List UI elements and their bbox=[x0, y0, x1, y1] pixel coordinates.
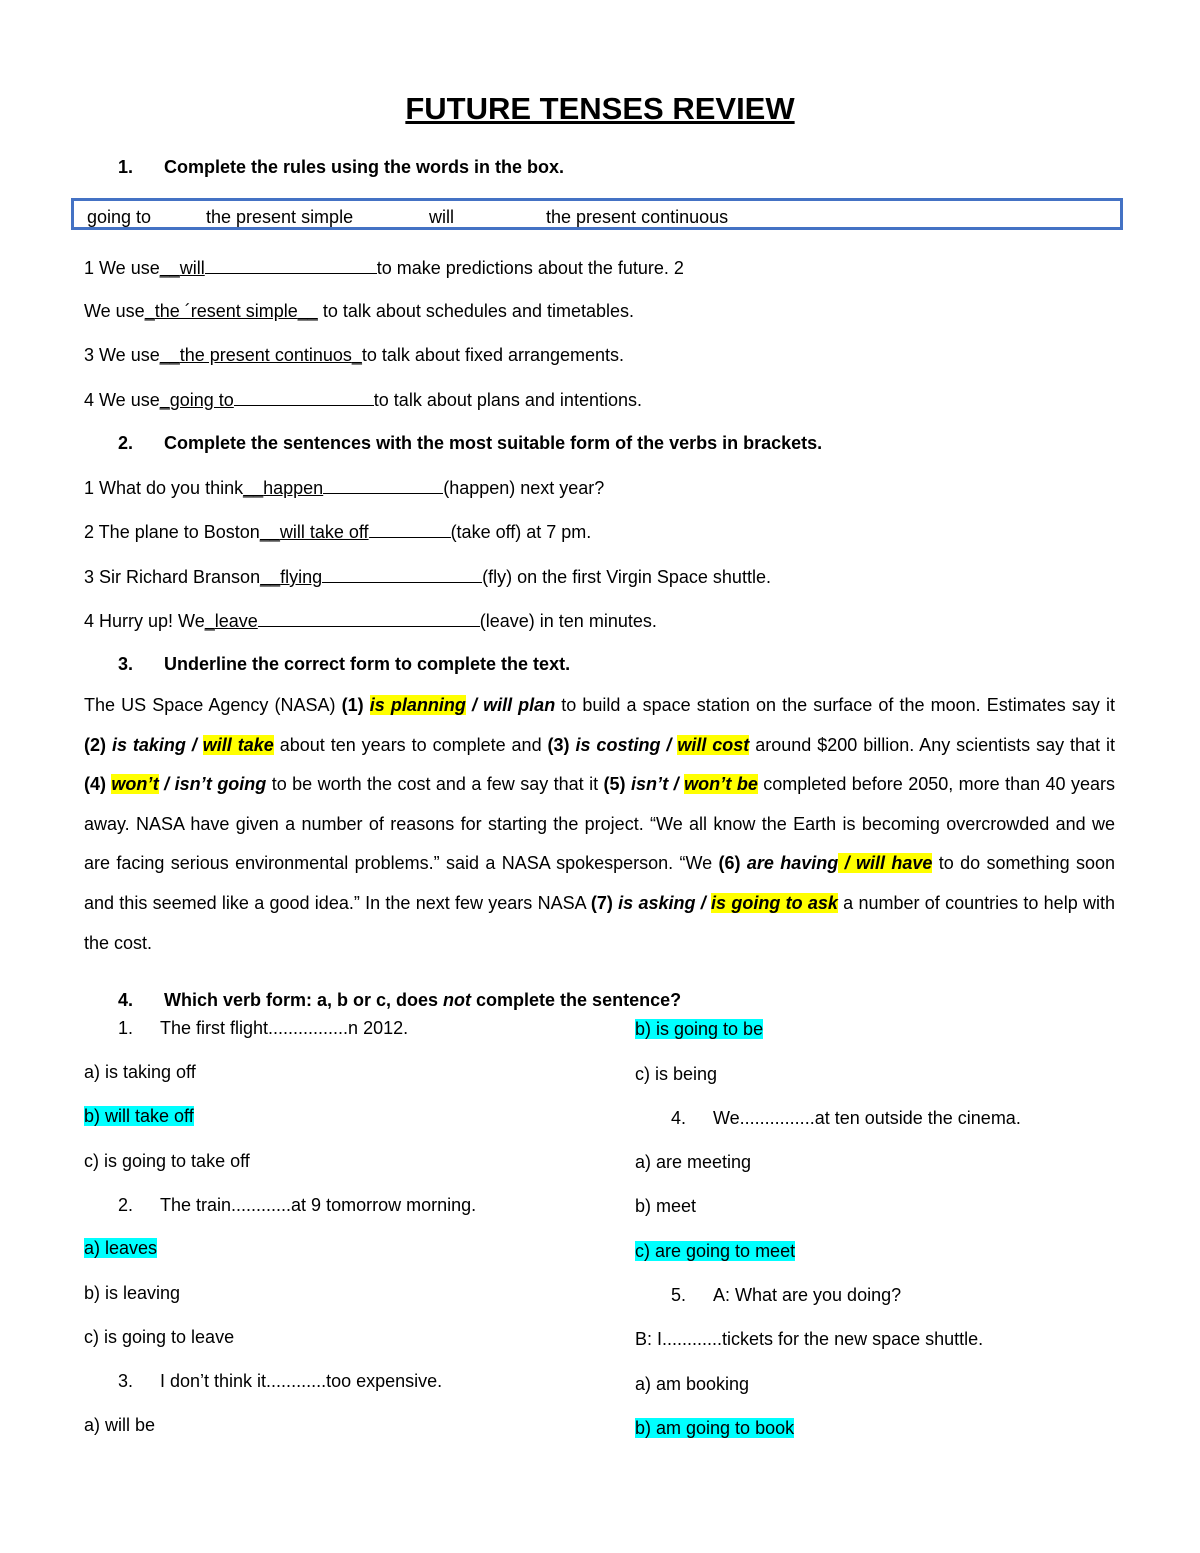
section-heading-emphasis: not bbox=[443, 990, 472, 1010]
option-b bbox=[635, 1417, 794, 1439]
correct-answer: c) are going to meet bbox=[635, 1241, 796, 1261]
option: is asking / bbox=[618, 892, 712, 913]
word-box bbox=[71, 198, 1123, 230]
correct-answer: b) is going to be bbox=[635, 1019, 764, 1039]
correct-answer: a) leaves bbox=[84, 1238, 158, 1258]
box-word: will bbox=[429, 207, 454, 227]
question-text: The train............at 9 tomorrow morning. bbox=[160, 1195, 477, 1215]
question-number: 5. bbox=[671, 1285, 687, 1305]
sentence-line bbox=[84, 520, 591, 543]
box-word: the present simple bbox=[206, 207, 354, 227]
option-a bbox=[84, 1237, 157, 1259]
question-number: 4. bbox=[671, 1108, 687, 1128]
rule-line bbox=[84, 388, 642, 411]
rule-text: 1 We use bbox=[84, 258, 160, 278]
nasa-text-paragraph: The US Space Agency (NASA) (1) is planning / will plan to build a space station on the surface of the moon. Estimates say it (2) is taking / will take about ten years to complete and (3) is costing / will cost around $200 billion. Any scientists say that it (4) won’t / isn’t going to be worth the cost and a few say that it (5) isn’t / won’t be completed before 2050, more than 40 years away. NASA have given a number of reasons for starting the project. “We all know the Earth is becoming overcrowded and we are facing serious environmental problems.” said a NASA spokesperson. “We (6) are having / will have to do something soon and this seemed like a good idea.” In the next few years NASA (7) is asking / is going to ask a number of countries to help with the cost. bbox=[84, 695, 1116, 953]
question-number: 2. bbox=[118, 1195, 134, 1215]
section-1-heading bbox=[118, 156, 564, 178]
option: is taking / bbox=[111, 734, 203, 755]
sentence-line bbox=[84, 565, 771, 588]
section-heading-text: Complete the sentences with the most suitable form of the verbs in brackets. bbox=[164, 433, 823, 453]
option-b bbox=[635, 1018, 763, 1040]
sentence-answer: __will take off bbox=[259, 522, 369, 542]
section-heading-text: Complete the rules using the words in the box. bbox=[164, 157, 565, 177]
rule-text: to talk about schedules and timetables. bbox=[317, 301, 635, 321]
answer-blank bbox=[205, 256, 377, 274]
rule-answer: _going to bbox=[159, 390, 234, 410]
answer-blank bbox=[258, 609, 480, 627]
option-selected: will cost bbox=[677, 734, 750, 755]
section-heading-text: Underline the correct form to complete the text. bbox=[164, 654, 571, 674]
gap-number: (4) bbox=[84, 774, 106, 795]
question-2 bbox=[118, 1194, 476, 1216]
sentence-text: 3 Sir Richard Branson bbox=[84, 567, 261, 587]
sentence-line bbox=[84, 476, 604, 499]
section-number: 3. bbox=[118, 654, 134, 674]
section-number: 1. bbox=[118, 157, 134, 177]
question-text: We...............at ten outside the cinema. bbox=[713, 1108, 1021, 1128]
option-selected: won’t bbox=[111, 774, 159, 795]
answer-blank bbox=[323, 476, 443, 494]
sentence-answer: __happen bbox=[243, 478, 324, 498]
option-c bbox=[635, 1240, 795, 1262]
gap-number: (5) bbox=[603, 774, 626, 795]
rule-text: 4 We use bbox=[84, 390, 160, 410]
question-text: The first flight................n 2012. bbox=[160, 1018, 409, 1038]
sentence-text: (fly) on the first Virgin Space shuttle. bbox=[482, 567, 771, 587]
section-number: 4. bbox=[118, 990, 134, 1010]
section-heading-text: complete the sentence? bbox=[471, 990, 682, 1010]
rule-text: to talk about plans and intentions. bbox=[373, 390, 642, 410]
option-b: b) meet bbox=[635, 1196, 697, 1216]
option-c: c) is going to take off bbox=[84, 1151, 250, 1171]
rule-answer: __will bbox=[159, 258, 205, 278]
page-title: FUTURE TENSES REVIEW bbox=[405, 91, 795, 126]
option-selected: / will have bbox=[838, 853, 933, 874]
option: / isn’t going bbox=[158, 774, 267, 795]
box-word: the present continuous bbox=[546, 207, 729, 227]
option: isn’t / bbox=[630, 774, 685, 795]
question-3 bbox=[118, 1370, 442, 1392]
rule-text: 3 We use bbox=[84, 345, 160, 365]
sentence-text: (happen) next year? bbox=[443, 478, 605, 498]
question-1 bbox=[118, 1017, 408, 1039]
rule-text: We use bbox=[84, 301, 145, 321]
question-text: I don’t think it............too expensive. bbox=[160, 1371, 443, 1391]
question-5 bbox=[671, 1284, 901, 1306]
option-b bbox=[84, 1105, 194, 1127]
option-a: a) will be bbox=[84, 1415, 156, 1435]
section-heading-text: Which verb form: a, b or c, does bbox=[164, 990, 444, 1010]
option-selected: will take bbox=[202, 734, 274, 755]
section-2-heading bbox=[118, 432, 822, 454]
section-number: 2. bbox=[118, 433, 134, 453]
answer-blank bbox=[322, 565, 482, 583]
answer-blank bbox=[234, 388, 374, 406]
option-selected: is planning bbox=[369, 695, 466, 715]
question-5-line-2: B: I............tickets for the new space shuttle. bbox=[635, 1329, 984, 1349]
rule-line bbox=[84, 300, 634, 322]
gap-number: (1) bbox=[341, 695, 364, 715]
answer-blank bbox=[369, 520, 451, 538]
rule-answer: __the present continuos_ bbox=[159, 345, 362, 365]
gap-number: (2) bbox=[84, 734, 106, 755]
sentence-text: (take off) at 7 pm. bbox=[450, 522, 592, 542]
question-number: 3. bbox=[118, 1371, 134, 1391]
section-3-heading bbox=[118, 653, 570, 675]
rule-line bbox=[84, 256, 684, 279]
sentence-text: 4 Hurry up! We bbox=[84, 611, 205, 631]
sentence-text: 2 The plane to Boston bbox=[84, 522, 260, 542]
sentence-answer: _leave bbox=[204, 611, 258, 631]
option: / will plan bbox=[465, 695, 556, 715]
correct-answer: b) am going to book bbox=[635, 1418, 795, 1438]
sentence-answer: __flying bbox=[260, 567, 323, 587]
option-selected: won’t be bbox=[684, 774, 758, 795]
gap-number: (3) bbox=[547, 734, 570, 755]
sentence-line bbox=[84, 609, 657, 632]
rule-text: to talk about fixed arrangements. bbox=[361, 345, 625, 365]
option-c: c) is going to leave bbox=[84, 1327, 235, 1347]
rule-answer: _the ´resent simple__ bbox=[144, 301, 318, 321]
question-4 bbox=[671, 1107, 1021, 1129]
option: is costing / bbox=[575, 734, 678, 755]
sentence-text: 1 What do you think bbox=[84, 478, 244, 498]
option: are having bbox=[746, 853, 839, 874]
option-c: c) is being bbox=[635, 1064, 718, 1084]
option-selected: is going to ask bbox=[711, 892, 838, 913]
option-b: b) is leaving bbox=[84, 1283, 181, 1303]
gap-number: (6) bbox=[718, 853, 741, 874]
box-word: going to bbox=[87, 207, 152, 227]
section-4-heading bbox=[118, 989, 681, 1011]
gap-number: (7) bbox=[590, 892, 613, 913]
sentence-text: (leave) in ten minutes. bbox=[479, 611, 657, 631]
option-a: a) am booking bbox=[635, 1374, 750, 1394]
correct-answer: b) will take off bbox=[84, 1106, 194, 1126]
question-text: A: What are you doing? bbox=[713, 1285, 902, 1305]
option-a: a) are meeting bbox=[635, 1152, 752, 1172]
rule-line bbox=[84, 344, 624, 366]
question-number: 1. bbox=[118, 1018, 134, 1038]
rule-text: to make predictions about the future. 2 bbox=[376, 258, 684, 278]
option-a: a) is taking off bbox=[84, 1062, 196, 1082]
